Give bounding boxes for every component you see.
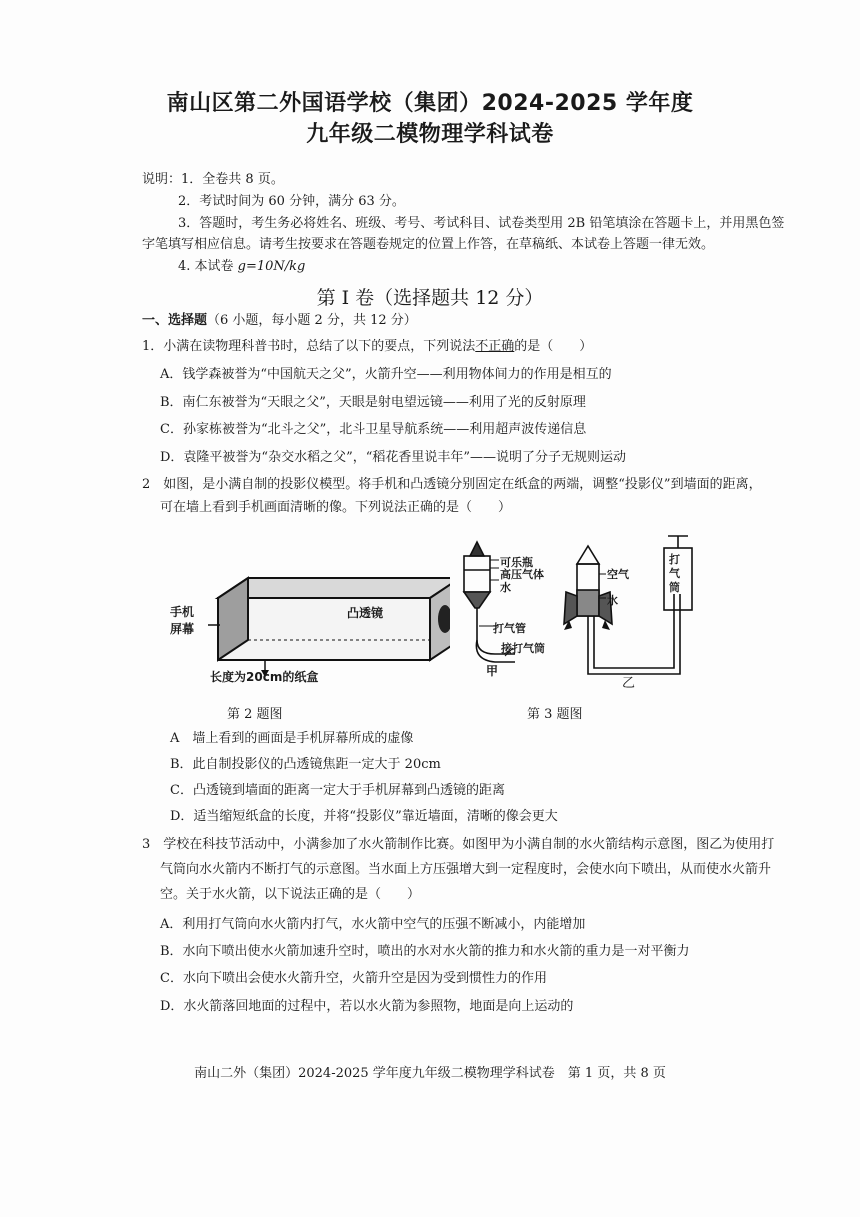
q1-option-a: A．钱学森被誉为“中国航天之父”，火箭升空——利用物体间力的作用是相互的 <box>160 367 612 382</box>
fig3-air-label: 空气 <box>607 568 629 581</box>
q1-option-b: B．南仁东被誉为“天眼之父”，天眼是射电望远镜——利用了光的反射原理 <box>160 395 586 410</box>
q2-option-d: D．适当缩短纸盒的长度，并将“投影仪”靠近墙面，清晰的像会更大 <box>170 809 558 824</box>
q3-option-b: B．水向下喷出使水火箭加速升空时，喷出的水对水火箭的推力和水火箭的重力是一对平衡力 <box>160 944 690 959</box>
q3-option-d: D．水火箭落回地面的过程中，若以水火箭为参照物，地面是向上运动的 <box>160 999 574 1014</box>
q1-option-d: D．袁隆平被誉为“杂交水稻之父”，“稻花香里说丰年”——说明了分子无规则运动 <box>160 450 627 465</box>
yi-rocket-water <box>577 590 599 616</box>
q3-stem-line3: 空。关于水火箭，以下说法正确的是（ ） <box>160 887 421 902</box>
fig2-lens-label: 凸透镜 <box>347 606 384 620</box>
fig3-tube-label: 打气管 <box>493 622 526 635</box>
instructions-item2: 2．考试时间为 60 分钟，满分 63 分。 <box>178 194 405 209</box>
instructions-item4: 4. 本试卷 g=10N/kg <box>178 259 306 274</box>
fig3-caption: 第 3 题图 <box>527 707 583 722</box>
q1-stem: 1．小满在读物理科普书时，总结了以下的要点，下列说法不正确的是（ ） <box>142 339 593 354</box>
fig2-caption: 第 2 题图 <box>227 707 283 722</box>
rocket-water <box>464 592 490 608</box>
page-footer: 南山二外（集团）2024-2025 学年度九年级二模物理学科试卷 第 1 页，共 8 页 <box>194 1066 666 1081</box>
rocket-nose <box>470 542 484 556</box>
fig2-phone-label-line1: 手机 <box>170 605 195 619</box>
instructions-item3-line1: 3．答题时，考生务必将姓名、班级、考号、考试科目、试卷类型用 2B 铅笔填涂在答题卡上，并用黑色签 <box>178 216 785 231</box>
fig3-bottle-label: 可乐瓶 <box>500 556 533 569</box>
fig3-pump-label: 接打气筒 <box>501 642 545 655</box>
q2-option-c: C．凸透镜到墙面的距离一定大于手机屏幕到凸透镜的距离 <box>170 783 505 798</box>
box-front-face <box>218 598 430 660</box>
section-heading: 一、选择题（6 小题，每小题 2 分，共 12 分） <box>142 313 417 328</box>
q1-option-c: C．孙家栋被誉为“北斗之父”，北斗卫星导航系统——利用超声波传递信息 <box>160 422 587 437</box>
q3-option-a: A．利用打气筒向水火箭内打气，水火箭中空气的压强不断减小，内能增加 <box>160 917 586 932</box>
q2-stem-line2: 可在墙上看到手机画面清晰的像。下列说法正确的是（ ） <box>160 500 512 515</box>
instructions-item3-line2: 字笔填写相应信息。请考生按要求在答题卷规定的位置上作答，在草稿纸、本试卷上答题一律无效。 <box>142 237 715 252</box>
fig2-phone-label-line2: 屏幕 <box>170 622 195 636</box>
q3-option-c: C．水向下喷出会使水火箭升空，火箭升空是因为受到惯性力的作用 <box>160 971 547 986</box>
section-title: 第 I 卷（选择题共 12 分） <box>316 287 544 309</box>
fig3-pump-box-label: 打气筒 <box>669 553 680 594</box>
instructions-label: 说明： <box>142 172 182 187</box>
q1-underlined-word: 不正确 <box>475 339 515 354</box>
q3-stem-line1: 3 学校在科技节活动中，小满参加了水火箭制作比赛。如图甲为小满自制的水火箭结构示意图，图乙为使用打 <box>142 837 775 852</box>
fig3-gas-label: 高压气体 <box>500 568 544 581</box>
exam-title-line1: 南山区第二外国语学校（集团）2024-2025 学年度 <box>166 91 694 116</box>
yi-rocket-nose <box>577 546 599 564</box>
gravity-constant: g=10N/kg <box>237 259 306 274</box>
fig3-water2-label: 水 <box>607 594 618 607</box>
fig3-water-label: 水 <box>500 581 511 594</box>
fig3-jia-label: 甲 <box>486 664 499 678</box>
q3-stem-line2: 气筒向水火箭内不断打气的示意图。当水面上方压强增大到一定程度时，会使水向下喷出，从而使水火箭升 <box>160 862 772 877</box>
q2-option-a: A 墙上看到的画面是手机屏幕所成的虚像 <box>170 731 414 746</box>
fig3-yi-label: 乙 <box>622 676 636 691</box>
q2-option-b: B．此自制投影仪的凸透镜焦距一定大于 20cm <box>170 757 441 772</box>
rocket-body <box>464 556 490 592</box>
exam-title-line2: 九年级二模物理学科试卷 <box>306 122 554 147</box>
instructions-item1: 说明：1．全卷共 8 页。 <box>142 172 284 187</box>
box-top-face <box>218 578 450 598</box>
fig2-box-label: 长度为20cm的纸盒 <box>210 670 319 684</box>
q2-stem-line1: 2 如图，是小满自制的投影仪模型。将手机和凸透镜分别固定在纸盒的两端，调整“投影仪”到墙面的距离， <box>142 477 762 492</box>
